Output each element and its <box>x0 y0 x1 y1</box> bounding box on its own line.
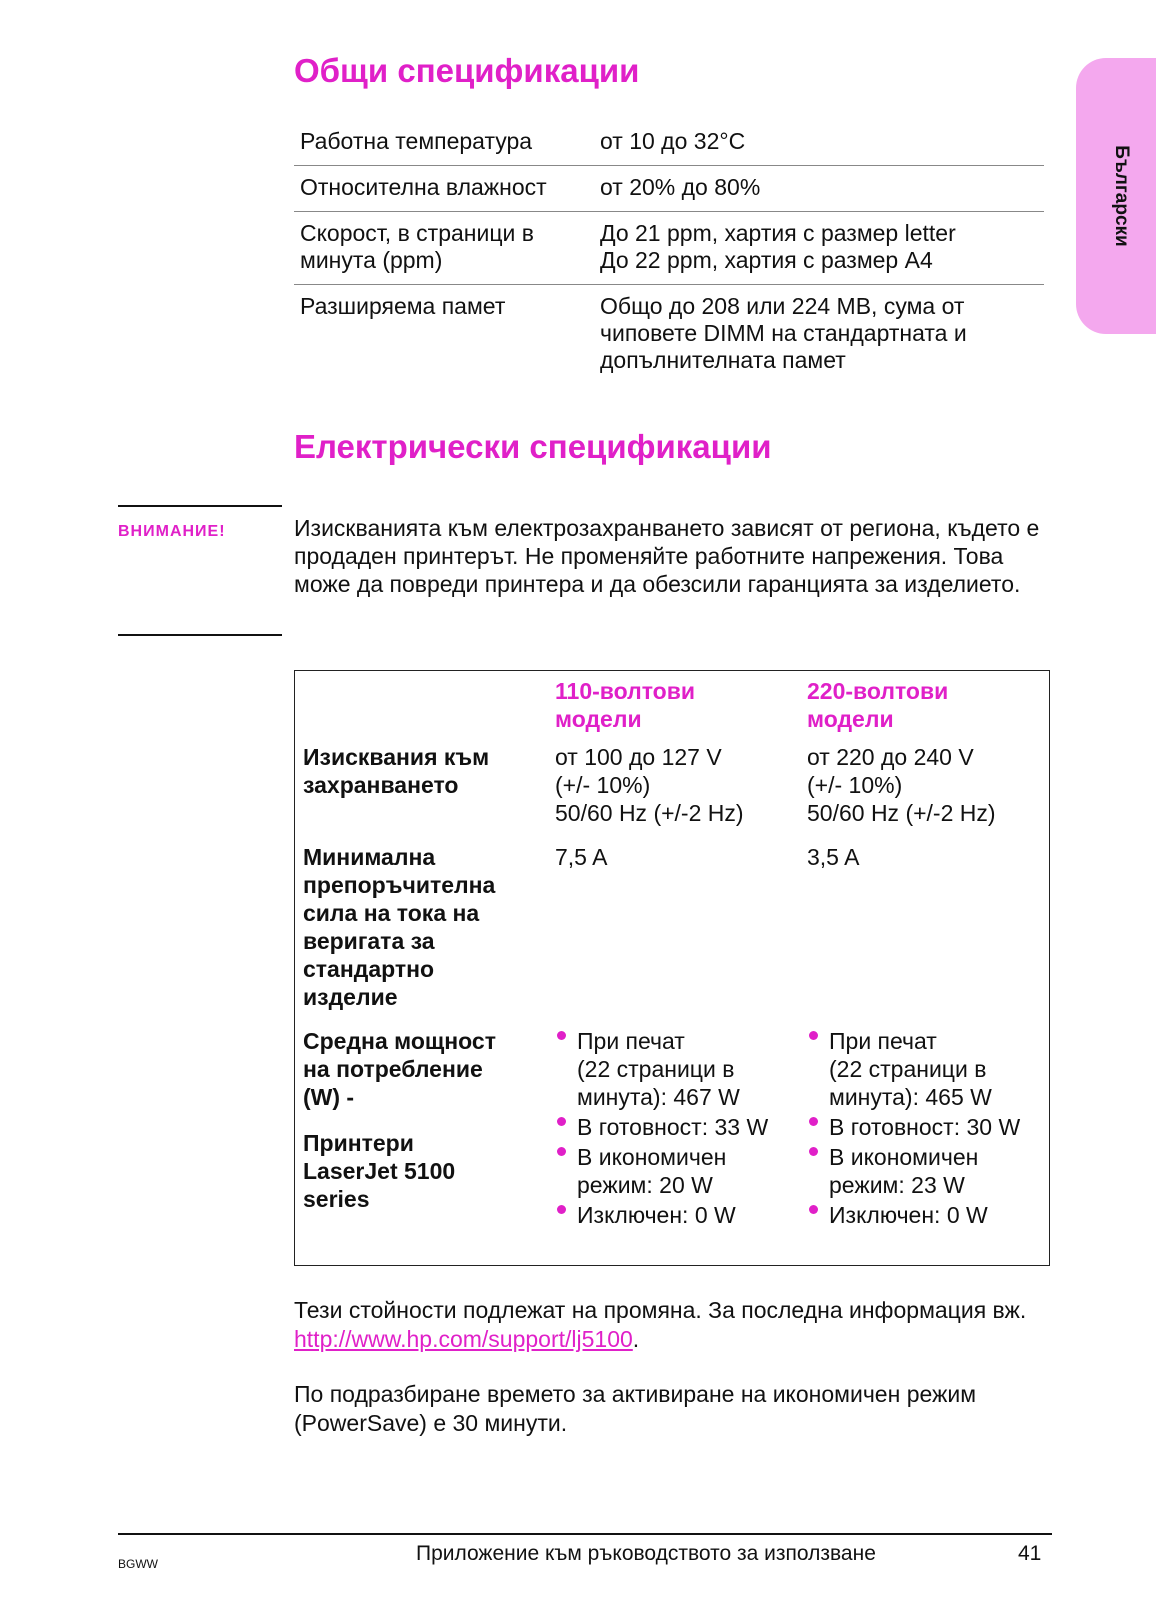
note1-suffix: . <box>632 1326 640 1352</box>
note-values-change <box>294 1296 1054 1354</box>
warning-divider-bottom <box>118 634 282 636</box>
spec-label: Разширяема памет <box>300 293 506 319</box>
list-item: При печат (22 страници в минута): 465 W <box>807 1027 1047 1111</box>
spec-value: До 21 ppm, хартия с размер letter До 22 ppm, хартия с размер A4 <box>600 220 956 273</box>
support-link[interactable]: http://www.hp.com/support/lj5100 <box>294 1326 633 1352</box>
table-row <box>294 120 1044 166</box>
current-label: Минимална препоръчителна сила на тока на веригата за стандартно изделие <box>303 844 496 1010</box>
general-specs-heading: Общи спецификации <box>294 52 640 89</box>
list-item: В готовност: 33 W <box>555 1113 807 1141</box>
consumption-model-label: Принтери LaserJet 5100 series <box>303 1130 456 1212</box>
consumption-220v <box>807 1027 1047 1247</box>
note1-text: Тези стойности подлежат на промяна. За последна информация вж. <box>294 1297 1027 1323</box>
table-row <box>303 743 1047 843</box>
note-powersave: По подразбиране времето за активиране на икономичен режим (PowerSave) е 30 минути. <box>294 1381 977 1436</box>
list-item: При печат (22 страници в минута): 467 W <box>555 1027 807 1111</box>
list-item: Изключен: 0 W <box>807 1201 1047 1229</box>
col-110v-header: 110-волтови модели <box>555 678 695 732</box>
electrical-specs-table <box>303 677 1047 1247</box>
table-row <box>294 285 1044 385</box>
general-specs-table <box>294 120 1044 384</box>
current-220v: 3,5 A <box>807 844 860 870</box>
spec-label: Скорост, в страници в минута (ppm) <box>300 220 534 273</box>
power-req-220v: от 220 до 240 V (+/- 10%) 50/60 Hz (+/-2 Hz) <box>807 744 996 826</box>
electrical-specs-heading: Електрически спецификации <box>294 428 772 465</box>
spec-value: от 20% до 80% <box>600 174 761 200</box>
page-number: 41 <box>1018 1542 1042 1565</box>
table-row <box>294 166 1044 212</box>
power-req-label: Изисквания към захранването <box>303 744 490 798</box>
col-220v-header: 220-волтови модели <box>807 678 949 732</box>
list-item: Изключен: 0 W <box>555 1201 807 1229</box>
warning-label: ВНИМАНИЕ! <box>118 523 226 540</box>
table-row <box>303 843 1047 1027</box>
footer-code: BGWW <box>118 1557 158 1571</box>
footer-title: Приложение към ръководството за използване <box>416 1542 876 1565</box>
empty-header <box>303 677 555 743</box>
spec-label: Относителна влажност <box>300 174 547 200</box>
footer-divider <box>118 1533 1052 1535</box>
language-tab <box>1076 58 1156 334</box>
list-item: В икономичен режим: 23 W <box>807 1143 1047 1199</box>
warning-divider-top <box>118 505 282 507</box>
table-header-row <box>303 677 1047 743</box>
spec-value: Общо до 208 или 224 MB, сума от чиповете DIMM на стандартната и допълнителната памет <box>600 293 967 373</box>
consumption-label: Средна мощност на потребление (W) - <box>303 1028 496 1110</box>
power-req-110v: от 100 до 127 V (+/- 10%) 50/60 Hz (+/-2 Hz) <box>555 744 744 826</box>
language-tab-label: Български <box>1111 145 1132 247</box>
table-row <box>294 212 1044 285</box>
spec-label: Работна температура <box>300 128 533 154</box>
consumption-110v <box>555 1027 807 1247</box>
consumption-label-cell <box>303 1027 555 1247</box>
warning-text: Изискванията към електрозахранването зависят от региона, където е продаден принтерът. Не променяйте работните напрежения. Това може да повреди принтера и да обезсили гаранцията за изделието. <box>294 515 1040 597</box>
table-row <box>303 1027 1047 1247</box>
current-110v: 7,5 A <box>555 844 608 870</box>
list-item: В готовност: 30 W <box>807 1113 1047 1141</box>
list-item: В икономичен режим: 20 W <box>555 1143 807 1199</box>
electrical-specs-box <box>294 670 1050 1266</box>
spec-value: от 10 до 32°C <box>600 128 746 154</box>
